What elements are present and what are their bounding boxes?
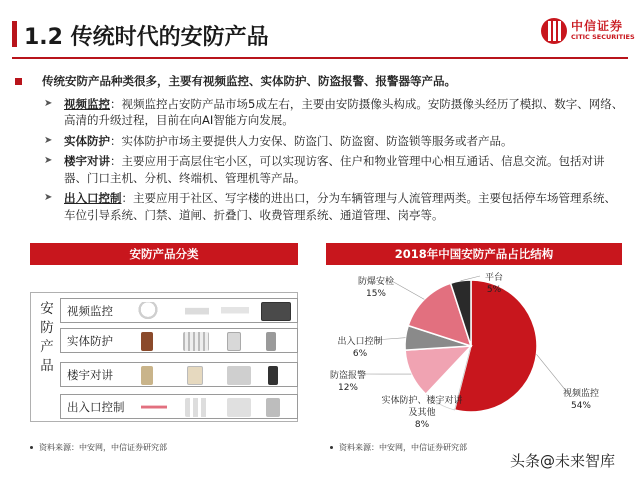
bullet-camera-icon [185, 302, 209, 321]
slice-label: 实体防护、楼宇对讲及其他 8% [381, 396, 463, 430]
logo-subtext: CITIC SECURITIES [571, 33, 635, 41]
door-station-icon [141, 366, 153, 385]
page-title: 1.2 传统时代的安防产品 [24, 25, 269, 50]
square-bullet-icon [15, 78, 22, 85]
terminal-icon [268, 366, 278, 385]
category-name: 楼宇对讲 [67, 368, 113, 382]
folding-door-icon [227, 398, 251, 417]
keyword-video-surveillance: 视频监控 [64, 96, 110, 111]
source-dot-icon [30, 446, 33, 449]
title-bar [0, 0, 640, 58]
slice-label: 平台 5% [484, 273, 504, 295]
sub-bullet-text: ：视频监控占安防产品市场5成左右，主要由安防摄像头构成。安防摄像头经历了模拟、数字、网络、高清的升级过程，目前在向AI智能方向发展。 [64, 96, 624, 127]
bullet-list [12, 64, 624, 227]
sub-bullet-intercom [12, 153, 624, 186]
desk-intercom-icon [227, 366, 251, 385]
indoor-unit-icon [187, 366, 203, 385]
card-reader-icon [266, 398, 280, 417]
category-row-intercom [60, 362, 298, 387]
safe-icon [227, 332, 241, 351]
right-panel-title: 2018年中国安防产品占比结构 [326, 243, 622, 265]
left-source-note [30, 442, 167, 453]
leader-line [390, 280, 424, 299]
logo-text: 中信证券 [571, 19, 624, 33]
sub-bullet-video [12, 96, 624, 129]
slice-label: 出入口控制 6% [337, 337, 383, 359]
source-text: 资料来源：中安网，中信证券研究部 [339, 443, 467, 452]
summary-text: 传统安防产品种类很多，主要有视频监控、实体防护、防盗报警、报警器等产品。 [42, 74, 456, 88]
slice-label: 防爆安检 15% [357, 277, 395, 299]
arrow-bullet-icon: ➤ [44, 97, 53, 109]
left-panel-title: 安防产品分类 [30, 243, 298, 265]
leader-line [536, 354, 567, 392]
dome-camera-icon [137, 302, 159, 321]
watermark: 头条@未来智库 [510, 452, 616, 470]
arrow-bullet-icon: ➤ [44, 134, 53, 146]
summary-bullet [12, 73, 624, 90]
citic-logo [541, 18, 633, 46]
slice-label: 防盗报警 12% [329, 371, 367, 393]
sub-bullet-physical [12, 133, 624, 150]
sub-bullet-access [12, 190, 624, 223]
box-camera-icon [221, 302, 249, 321]
arrow-bullet-icon: ➤ [44, 192, 53, 203]
source-dot-icon [330, 446, 333, 449]
arrow-bullet-icon: ➤ [44, 155, 53, 166]
category-name: 出入口控制 [67, 400, 125, 414]
vertical-label: 安防产品 [40, 301, 54, 374]
keyword-access-control: 出入口控制 [64, 191, 122, 205]
sub-bullet-text: ：主要应用于高层住宅小区，可以实现访客、住户和物业管理中心相互通话、信息交流。包括对讲器、门口主机、分机、终端机、管理机等产品。 [64, 154, 605, 185]
title-accent-bar [12, 21, 17, 47]
right-source-note [330, 442, 467, 453]
category-name: 视频监控 [67, 304, 113, 318]
security-window-icon [183, 332, 209, 351]
citic-logo-icon [541, 18, 567, 44]
slice-label: 视频监控 54% [562, 389, 600, 411]
category-name: 实体防护 [67, 334, 113, 348]
category-row-access [60, 394, 298, 419]
door-lock-icon [266, 332, 276, 351]
category-row-physical [60, 328, 298, 353]
pie-chart [326, 266, 626, 446]
monitor-wall-icon [261, 302, 291, 321]
source-text: 资料来源：中安网，中信证券研究部 [39, 443, 167, 452]
sub-bullet-text: ：实体防护市场主要提供人力安保、防盗门、防盗窗、防盗锁等服务或者产品。 [110, 133, 513, 148]
keyword-building-intercom: 楼宇对讲 [64, 154, 110, 168]
keyword-physical-protection: 实体防护 [64, 133, 110, 148]
sub-bullet-text: ：主要应用于社区、写字楼的进出口，分为车辆管理与人流管理两类。主要包括停车场管理系统、车位引导系统、门禁、道闸、折叠门、收费管理系统、通道管理、岗亭等。 [64, 191, 616, 222]
category-row-video [60, 298, 298, 323]
title-divider [12, 57, 628, 59]
barrier-gate-icon [141, 398, 167, 417]
turnstile-icon [185, 398, 209, 417]
security-door-icon [141, 332, 153, 351]
